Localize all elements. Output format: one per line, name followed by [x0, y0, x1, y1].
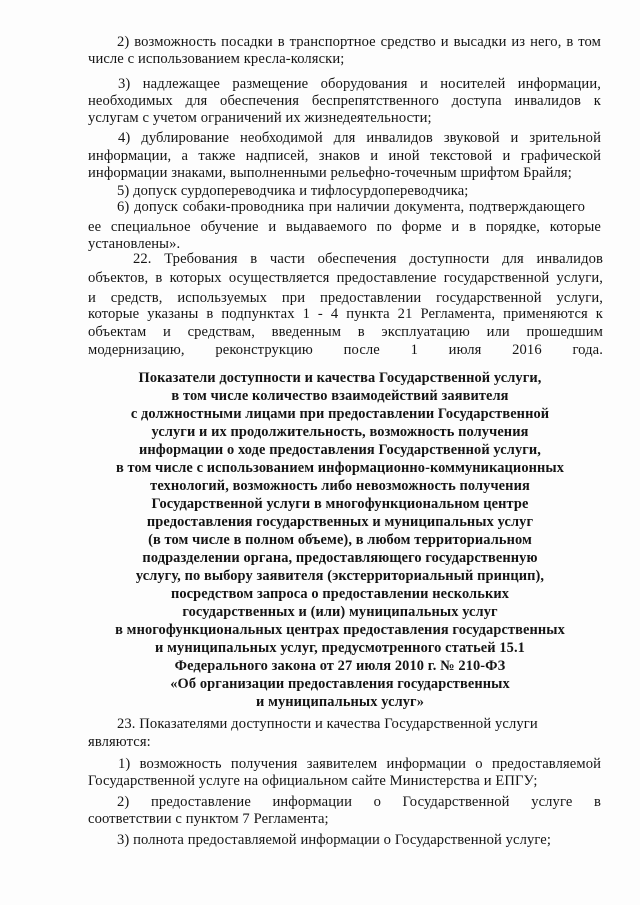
paragraph-22-line-5: объектам и средствам, введенным в эксплуатацию или прошедшим — [88, 324, 603, 340]
list-item-2-line-2: числе с использованием кресла-коляски; — [88, 51, 345, 67]
paragraph-22-line-2: объектов, в которых осуществляется предоставление государственной услуги, — [88, 270, 603, 286]
heading-line-2: в том числе количество взаимодействий заявителя — [171, 388, 509, 404]
heading-line-16: и муниципальных услуг, предусмотренного статьей 15.1 — [155, 640, 525, 656]
list-item-2-lower-line-1: 2) предоставление информации о Государственной услуге в — [117, 794, 601, 810]
list-item-2-lower-line-2: соответствии с пунктом 7 Регламента; — [88, 811, 329, 827]
heading-line-12: услугу, по выбору заявителя (экстерриториальный принцип), — [135, 568, 545, 584]
heading-line-1: Показатели доступности и качества Государственной услуги, — [138, 370, 542, 386]
list-item-6-line-2: ее специальное обучение и выдаваемого по форме и в порядке, которые — [88, 219, 601, 235]
heading-line-14: государственных и (или) муниципальных услуг — [182, 604, 498, 620]
list-item-3-line-2: необходимых для обеспечения беспрепятственного доступа инвалидов к — [88, 93, 601, 109]
list-item-4-line-2: информации, а также надписей, знаков и иной текстовой и графической — [88, 148, 601, 164]
list-item-6-line-3: установлены». — [88, 236, 181, 252]
heading-line-4: услуги и их продолжительность, возможность получения — [151, 424, 529, 440]
list-item-3-lower: 3) полнота предоставляемой информации о Государственной услуге; — [117, 832, 551, 848]
paragraph-23-line-1: 23. Показателями доступности и качества Государственной услуги — [117, 716, 538, 732]
heading-line-10: (в том числе в полном объеме), в любом территориальном — [148, 532, 532, 548]
list-item-3-line-3: услугам с учетом ограничений их жизнедеятельности; — [88, 110, 432, 126]
list-item-4-line-3: информации знаками, выполненными рельефно-точечным шрифтом Брайля; — [88, 165, 572, 181]
paragraph-22-line-4: которые указаны в подпунктах 1 - 4 пункта 21 Регламента, применяются к — [88, 306, 603, 322]
heading-line-17: Федерального закона от 27 июля 2010 г. № 210-ФЗ — [174, 658, 506, 674]
heading-line-19: и муниципальных услуг» — [255, 694, 424, 710]
heading-line-8: Государственной услуги в многофункциональном центре — [151, 496, 529, 512]
heading-line-7: технологий, возможность либо невозможность получения — [150, 478, 530, 494]
heading-line-15: в многофункциональных центрах предоставления государственных — [115, 622, 565, 638]
heading-line-6: в том числе с использованием информационно-коммуникационных — [115, 460, 565, 476]
heading-line-9: предоставления государственных и муниципальных услуг — [146, 514, 534, 530]
list-item-5: 5) допуск сурдопереводчика и тифлосурдопереводчика; — [117, 183, 469, 199]
list-item-6-line-1: 6) допуск собаки-проводника при наличии документа, подтверждающего — [117, 199, 585, 215]
heading-line-18: «Об организации предоставления государственных — [170, 676, 510, 692]
list-item-3-line-1: 3) надлежащее размещение оборудования и носителей информации, — [118, 76, 601, 92]
list-item-2-line-1: 2) возможность посадки в транспортное средство и высадки из него, в том — [117, 34, 601, 50]
paragraph-22-line-3: и средств, используемых при предоставлении государственной услуги, — [88, 290, 603, 306]
paragraph-22-line-1: 22. Требования в части обеспечения доступности для инвалидов — [133, 251, 603, 267]
list-item-4-line-1: 4) дублирование необходимой для инвалидов звуковой и зрительной — [118, 130, 601, 146]
list-item-1-line-2: Государственной услуге на официальном сайте Министерства и ЕПГУ; — [88, 773, 538, 789]
heading-line-13: посредством запроса о предоставлении нескольких — [170, 586, 510, 602]
heading-line-11: подразделении органа, предоставляющего государственную — [142, 550, 538, 566]
paragraph-22-line-6: модернизацию, реконструкцию после 1 июля 2016 года. — [88, 342, 603, 358]
list-item-1-line-1: 1) возможность получения заявителем информации о предоставляемой — [118, 756, 601, 772]
heading-line-3: с должностными лицами при предоставлении Государственной — [130, 406, 550, 422]
paragraph-23-line-2: являются: — [88, 734, 151, 750]
heading-line-5: информации о ходе предоставления Государственной услуги, — [139, 442, 541, 458]
